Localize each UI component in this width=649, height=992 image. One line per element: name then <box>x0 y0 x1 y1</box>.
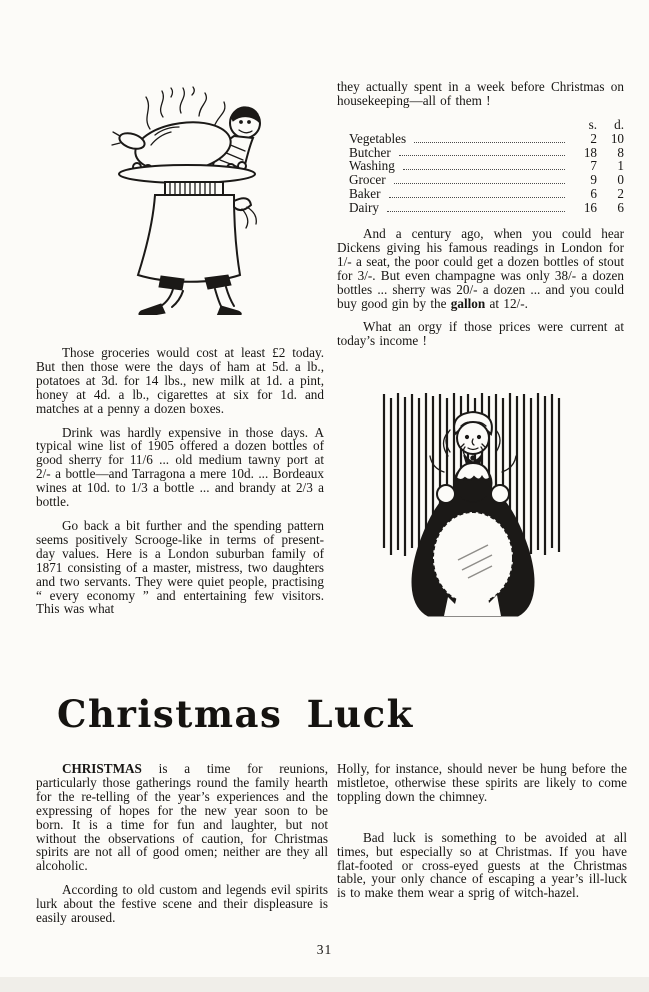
shillings-value: 18 <box>583 144 597 160</box>
paragraph: Drink was hardly expensive in those days. A typical wine list of 1905 offered a dozen bottles of good sherry for 11/6 ... old medium tawny port at 2/- a bottle—and Tarragona a mere 10d. ... Bordeaux wines at 10d. to 1/3 a bottle ... and brandy at 2/3 a bottle. <box>36 424 324 510</box>
article1-left-column <box>36 346 324 616</box>
table-row <box>349 187 624 201</box>
expense-label: Washing <box>349 158 395 174</box>
table-row <box>349 146 624 160</box>
page-number: 31 <box>316 942 333 957</box>
paragraph-text: at 12/-. <box>485 295 528 311</box>
article1-right-column <box>337 80 624 348</box>
paragraph: According to old custom and legends evil spirits lurk about the festive scene and their displeasure is easily aroused. <box>36 882 328 926</box>
shillings-value: 7 <box>590 158 597 174</box>
paragraph: Those groceries would cost at least £2 today. But then those were the days of ham at 5d. a lb., potatoes at 3d. for 14 lbs., new milk at 1d. a pint, honey at 4d. a lb., cigarettes at six for 1d. and matches at a penny a dozen boxes. <box>36 345 324 416</box>
man-carrying-turkey-illustration <box>95 83 280 315</box>
pence-value: 1 <box>617 158 624 174</box>
pence-column-header: d. <box>614 116 624 132</box>
paragraph-text: And a century ago, when you could hear Dickens giving his famous readings in London for 1/- a seat, the poor could get a dozen bottles of stout for 3/-. But even champagne was only 38/- a dozen bottles ... sherry was 20/- a dozen ... and you could buy good gin by the <box>337 226 624 311</box>
table-row <box>349 159 624 173</box>
pence-value: 0 <box>617 172 624 188</box>
table-header-row <box>349 118 624 132</box>
paragraph: Go back a bit further and the spending pattern seems positively Scrooge-like in terms of present-day values. Here is a London suburban family of 1871 consisting of a master, mistress, two daughters and two servants. They were quiet people, practising “ every economy ” and entertaining few visitors. This was what <box>36 517 324 617</box>
intro-paragraph: they actually spent in a week before Christmas on housekeeping—all of them ! <box>337 79 624 108</box>
turkey-platter-icon <box>95 83 280 315</box>
expense-label: Butcher <box>349 144 391 160</box>
scan-artifact-band <box>0 977 649 992</box>
expense-table <box>349 118 624 215</box>
pence-value: 8 <box>617 144 624 160</box>
paragraph <box>337 227 624 310</box>
dotted-leader <box>414 142 565 143</box>
expense-label: Grocer <box>349 172 386 188</box>
dotted-leader <box>399 155 565 156</box>
shillings-value: 6 <box>590 186 597 202</box>
paragraph: What an orgy if those prices were current at today’s income ! <box>337 319 624 349</box>
article2-right-column <box>337 762 627 900</box>
expense-label: Baker <box>349 186 381 202</box>
bold-word: gallon <box>450 295 486 311</box>
dotted-leader <box>403 169 565 170</box>
article-title: Christmas Luck <box>57 692 414 736</box>
shillings-value: 2 <box>590 130 597 146</box>
christmas-pudding-icon <box>378 390 568 632</box>
lead-word: CHRISTMAS <box>62 761 142 776</box>
paragraph: Holly, for instance, should never be hung before the mistletoe, otherwise these spirits are likely to come toppling down the chimney. <box>337 761 627 804</box>
table-row <box>349 173 624 187</box>
pence-value: 2 <box>617 186 624 202</box>
shillings-value: 9 <box>590 172 597 188</box>
shillings-value: 16 <box>583 200 597 216</box>
paragraph-text: is a time for reunions, particularly those gatherings round the family hearth for the re-telling of the year’s experiences and the expressing of hopes for the new year soon to be born. It is a time for fun and laughter, but not without the observations of caution, for Christmas spirits are not all of good omen; neither are they all alcoholic. <box>36 761 328 874</box>
pence-value: 6 <box>617 200 624 216</box>
pudding-cook-illustration <box>378 390 568 632</box>
expense-label: Vegetables <box>349 130 407 146</box>
dotted-leader <box>389 197 566 198</box>
paragraph: Bad luck is something to be avoided at all times, but especially so at Christmas. If you have flat-footed or cross-eyed guests at the Christmas table, your only chance of escaping a year’s ill-luck is to make them wear a sprig of witch-hazel. <box>337 829 627 901</box>
dotted-leader <box>387 211 565 212</box>
expense-label: Dairy <box>349 200 380 216</box>
table-row <box>349 201 624 215</box>
table-row <box>349 132 624 146</box>
paragraph <box>36 762 328 873</box>
shillings-column-header: s. <box>588 116 597 132</box>
pence-value: 10 <box>610 130 624 146</box>
dotted-leader <box>394 183 565 184</box>
article2-left-column <box>36 762 328 925</box>
